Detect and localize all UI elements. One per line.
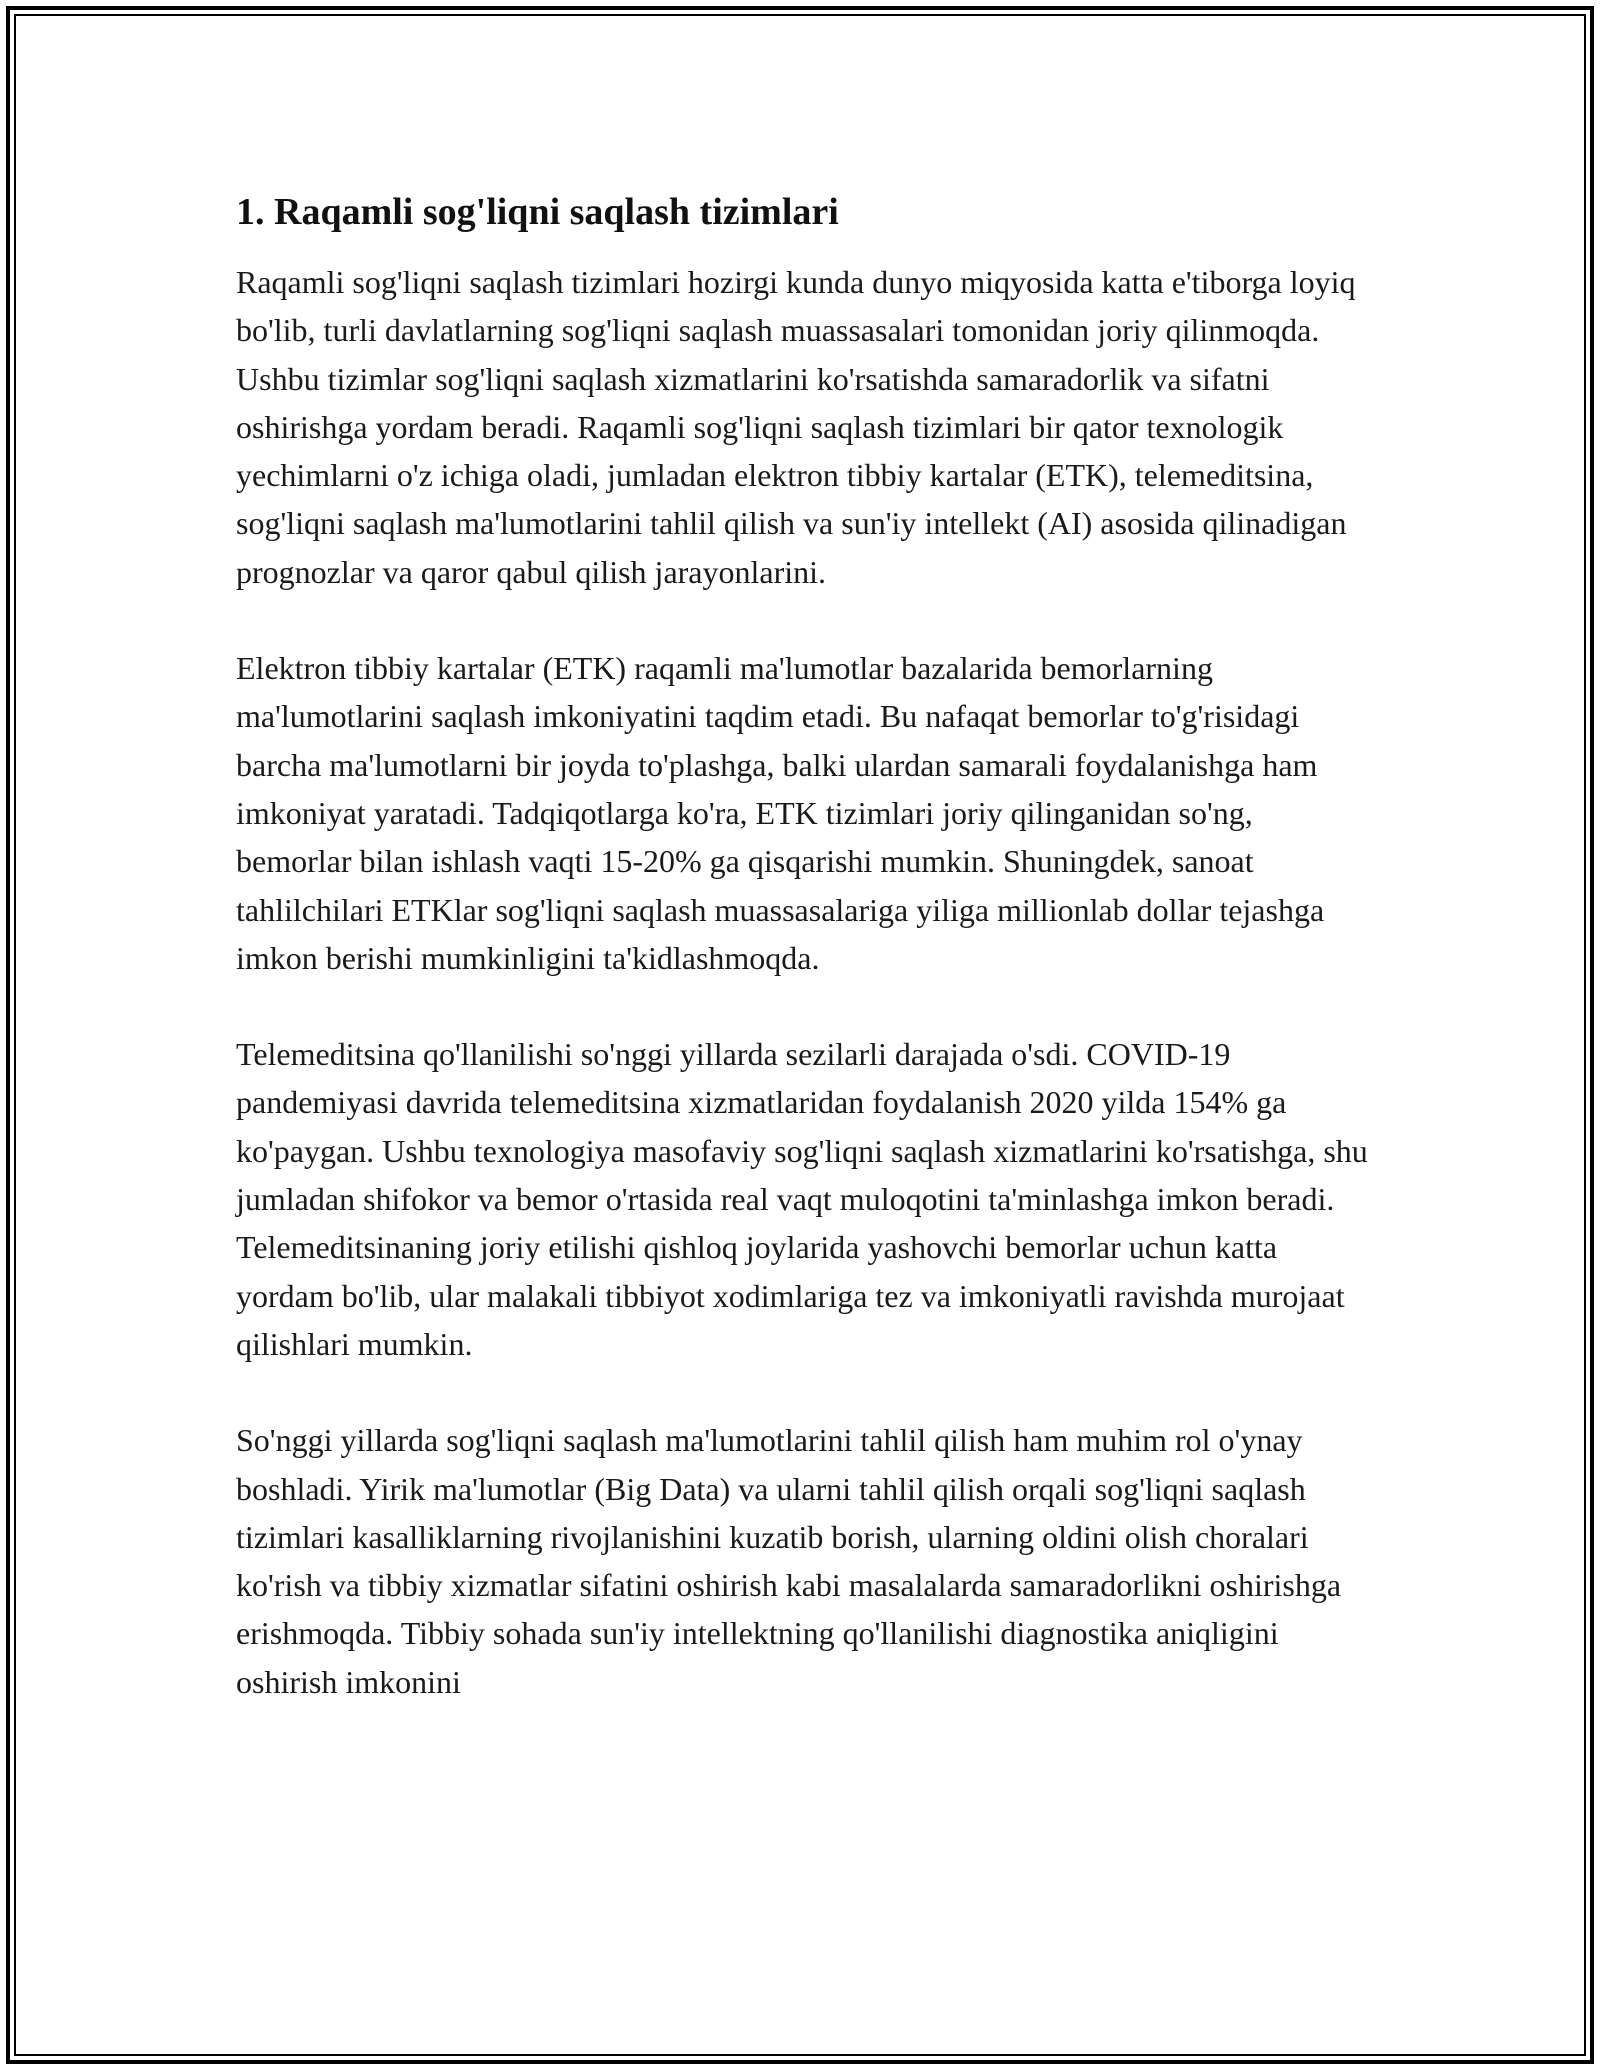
paragraph-3: Telemeditsina qo'llanilishi so'nggi yillarda sezilarli darajada o'sdi. COVID-19 pandemiyasi davrida telemeditsina xizmatlaridan foydalanish 2020 yilda 154% ga ko'paygan. Ushbu texnologiya masofaviy sog'liqni saqlash xizmatlarini ko'rsatishga, shu jumladan shifokor va bemor o'rtasida real vaqt muloqotini ta'minlashga imkon beradi. Telemeditsinaning joriy etilishi qishloq joylarida yashovchi bemorlar uchun katta yordam bo'lib, ular malakali tibbiyot xodimlariga tez va imkoniyatli ravishda murojaat qilishlari mumkin.: [236, 1036, 1368, 1362]
paragraph-4: So'nggi yillarda sog'liqni saqlash ma'lumotlarini tahlil qilish ham muhim rol o'ynay boshladi. Yirik ma'lumotlar (Big Data) va ularni tahlil qilish orqali sog'liqni saqlash tizimlari kasalliklarning rivojlanishini kuzatib borish, ularning oldini olish choralari ko'rish va tibbiy xizmatlar sifatini oshirish kabi masalalarda samaradorlikni oshirishga erishmoqda. Tibbiy sohada sun'iy intellektning qo'llanilishi diagnostika aniqligini oshirish imkonini: [236, 1422, 1342, 1700]
paragraph-1: Raqamli sog'liqni saqlash tizimlari hozirgi kunda dunyo miqyosida katta e'tiborga loyiq bo'lib, turli davlatlarning sog'liqni saqlash muassasalari tomonidan joriy qilinmoqda. Ushbu tizimlar sog'liqni saqlash xizmatlarini ko'rsatishda samaradorlik va sifatni oshirishga yordam beradi. Raqamli sog'liqni saqlash tizimlari bir qator texnologik yechimlarni o'z ichiga oladi, jumladan elektron tibbiy kartalar (ETK), telemeditsina, sog'liqni saqlash ma'lumotlarini tahlil qilish va sun'iy intellekt (AI) asosida qilinadigan prognozlar va qaror qabul qilish jarayonlarini.: [236, 264, 1356, 590]
paragraph-2: Elektron tibbiy kartalar (ETK) raqamli ma'lumotlar bazalarida bemorlarning ma'lumotlarini saqlash imkoniyatini taqdim etadi. Bu nafaqat bemorlar to'g'risidagi barcha ma'lumotlarni bir joyda to'plashga, balki ulardan samarali foydalanishga ham imkoniyat yaratadi. Tadqiqotlarga ko'ra, ETK tizimlari joriy qilinganidan so'ng, bemorlar bilan ishlash vaqti 15-20% ga qisqarishi mumkin. Shuningdek, sanoat tahlilchilari ETKlar sog'liqni saqlash muassasalariga yiliga millionlab dollar tejashga imkon berishi mumkinligini ta'kidlashmoqda.: [236, 650, 1325, 976]
document-body: [236, 184, 1376, 1754]
section-heading: 1. Raqamli sog'liqni saqlash tizimlari: [236, 191, 839, 233]
